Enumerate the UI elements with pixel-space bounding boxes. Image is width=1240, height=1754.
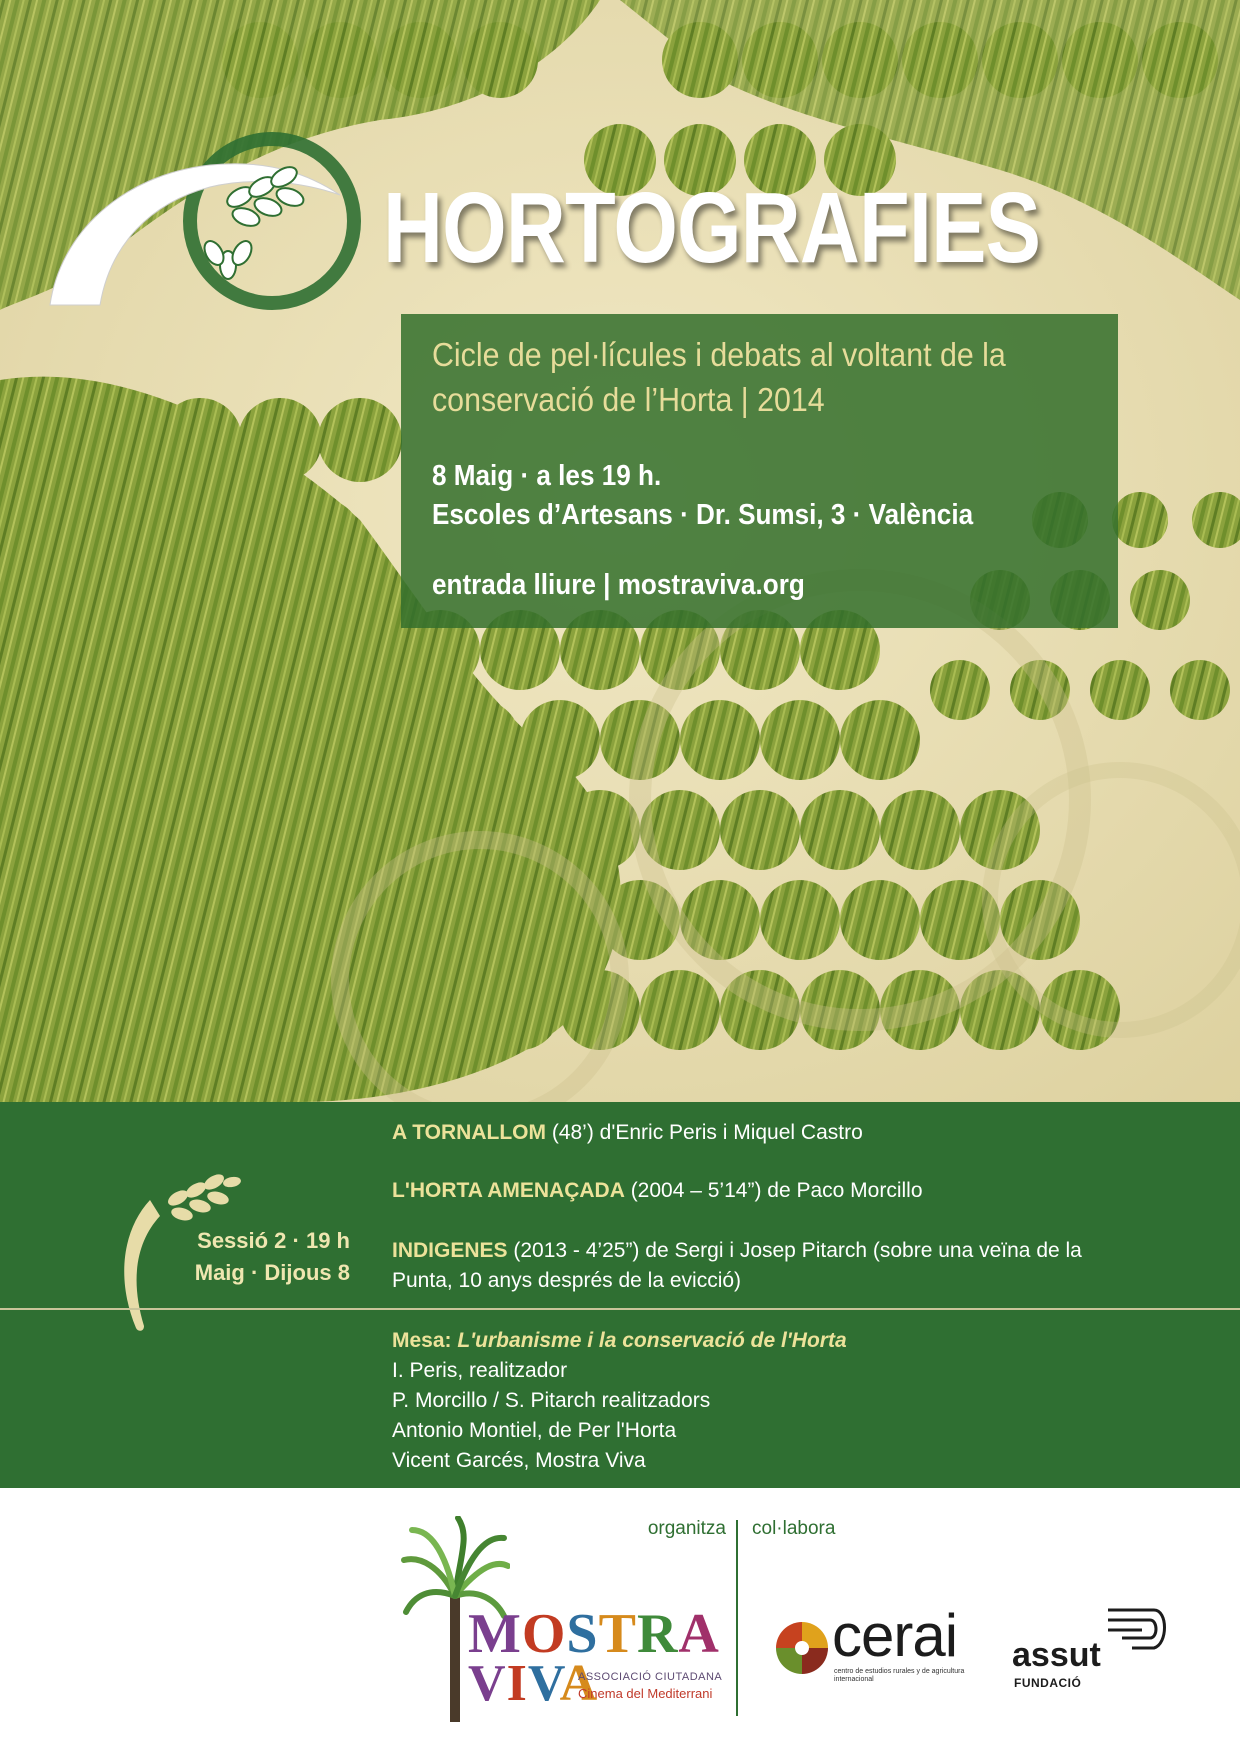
grass-dot — [120, 700, 200, 780]
assut-logo-subtitle: FUNDACIÓ — [1014, 1676, 1082, 1690]
mostra-viva-logo-word2 — [468, 1655, 599, 1712]
grass-dot — [742, 22, 818, 98]
round-table-topic: L'urbanisme i la conservació de l'Horta — [457, 1329, 847, 1352]
logo-letter: S — [566, 1603, 599, 1665]
grass-dot — [680, 700, 760, 780]
poster-title: HORTOGRAFIES — [383, 172, 1041, 284]
logo-letter: R — [636, 1603, 679, 1665]
footer-divider — [736, 1520, 738, 1716]
grass-dot — [302, 22, 378, 98]
mostra-viva-tagline-1: ASSOCIACIÓ CIUTADANA — [578, 1671, 723, 1683]
grass-dot — [480, 970, 560, 1050]
film-details: (2013 - 4’25”) de Sergi i Josep Pitarch (sobre una veïna de la Punta, 10 anys després de la evicció) — [392, 1239, 1082, 1292]
grass-dot — [0, 610, 80, 690]
grass-dot — [240, 970, 320, 1050]
event-venue: Escoles d’Artesans · Dr. Sumsi, 3 · València — [432, 499, 974, 531]
assut-logo-text: assut — [1012, 1636, 1101, 1674]
grass-dot — [80, 610, 160, 690]
grass-dot — [1112, 492, 1168, 548]
film-item — [392, 1176, 1132, 1206]
round-table — [392, 1326, 847, 1476]
grass-dot — [0, 790, 80, 870]
logo-letter: O — [521, 1603, 567, 1665]
grass-dot — [160, 970, 240, 1050]
event-date: 8 Maig · a les 19 h. — [432, 460, 662, 492]
grass-dot — [240, 610, 320, 690]
assut-logo-icon — [1102, 1604, 1172, 1664]
grass-dot — [240, 790, 320, 870]
grass-dot — [800, 790, 880, 870]
logo-letter: T — [598, 1603, 637, 1665]
mostra-viva-logo-word1 — [468, 1603, 720, 1665]
grass-dot — [80, 790, 160, 870]
cerai-logo-tagline: centro de estudios rurales y de agricultura internacional — [834, 1668, 965, 1683]
session-time: Sessió 2 · 19 h — [197, 1228, 350, 1253]
panelist: Vicent Garcés, Mostra Viva — [392, 1449, 646, 1472]
grass-dot — [198, 498, 282, 582]
grass-dot — [280, 700, 360, 780]
panelist: Antonio Montiel, de Per l'Horta — [392, 1419, 677, 1442]
grass-dot — [80, 970, 160, 1050]
grass-dot — [0, 970, 80, 1050]
grass-dot — [320, 610, 400, 690]
logo-letter: A — [678, 1603, 720, 1665]
grass-dot — [1130, 570, 1190, 630]
grass-dot — [400, 970, 480, 1050]
grass-dot — [560, 790, 640, 870]
grass-dot — [440, 700, 520, 780]
grass-dot — [318, 398, 402, 482]
film-item — [392, 1118, 1132, 1148]
hortografies-logo-icon — [40, 125, 380, 325]
grass-dot — [520, 700, 600, 780]
grass-dot — [160, 790, 240, 870]
film-title: INDIGENES — [392, 1239, 508, 1262]
organizer-label: organitza — [647, 1518, 726, 1539]
session-band — [0, 1102, 1240, 1488]
round-table-label: Mesa: — [392, 1329, 458, 1352]
grass-dot — [40, 700, 120, 780]
grass-dot — [278, 498, 362, 582]
collaborator-label: col·labora — [752, 1518, 836, 1539]
grass-dot — [118, 498, 202, 582]
grass-dot — [0, 398, 82, 482]
grass-dot — [78, 398, 162, 482]
sponsors-footer — [0, 1488, 1240, 1754]
logo-letter: A — [559, 1655, 599, 1712]
grass-dot — [38, 498, 122, 582]
film-title: L'HORTA AMENAÇADA — [392, 1179, 625, 1202]
film-details: (48’) d'Enric Peris i Miquel Castro — [545, 1121, 863, 1144]
grass-dot — [982, 22, 1058, 98]
session-label — [150, 1225, 350, 1289]
grass-dot — [662, 22, 738, 98]
panelist: P. Morcillo / S. Pitarch realitzadors — [392, 1389, 711, 1412]
grass-dot — [222, 22, 298, 98]
film-details: (2004 – 5’14”) de Paco Morcillo — [624, 1179, 923, 1202]
grass-dot — [120, 880, 200, 960]
grass-dot — [760, 880, 840, 960]
film-item — [392, 1236, 1132, 1296]
event-info-box — [401, 314, 1118, 628]
cerai-logo-text: cerai — [832, 1602, 958, 1669]
panelist: I. Peris, realitzador — [392, 1359, 568, 1382]
grass-dot — [640, 970, 720, 1050]
grass-dot — [200, 880, 280, 960]
logo-letter: V — [527, 1655, 560, 1712]
grass-dot — [320, 790, 400, 870]
logo-letter: V — [468, 1655, 507, 1712]
film-title: A TORNALLOM — [392, 1121, 546, 1144]
grass-dot — [840, 880, 920, 960]
grass-dot — [440, 880, 520, 960]
round-table-title — [392, 1326, 847, 1356]
grass-dot — [238, 398, 322, 482]
grass-dot — [200, 700, 280, 780]
mostra-viva-tagline-2: Cinema del Mediterrani — [578, 1686, 713, 1701]
grass-dot — [822, 22, 898, 98]
band-divider — [0, 1308, 1240, 1310]
grass-dot — [158, 398, 242, 482]
cycle-subtitle: Cicle de pel·lícules i debats al voltant de la conservació de l’Horta | 2014 — [432, 336, 1006, 418]
grass-dot — [160, 610, 240, 690]
cerai-logo-icon — [774, 1620, 830, 1676]
grass-dot — [1170, 660, 1230, 720]
session-date: Maig · Dijous 8 — [194, 1260, 350, 1285]
grass-dot — [462, 22, 538, 98]
grass-dot — [840, 700, 920, 780]
grass-dot — [1062, 22, 1138, 98]
grass-dot — [40, 880, 120, 960]
logo-letter: I — [506, 1655, 528, 1712]
logo-letter: M — [468, 1603, 522, 1665]
grass-dot — [382, 22, 458, 98]
grass-dot — [760, 700, 840, 780]
grass-dot — [1142, 22, 1218, 98]
grass-dot — [902, 22, 978, 98]
event-entry-and-website: entrada lliure | mostraviva.org — [432, 569, 805, 601]
grass-dot — [1090, 660, 1150, 720]
grass-dot — [720, 790, 800, 870]
grass-dot — [930, 660, 990, 720]
grass-dot — [360, 700, 440, 780]
grass-dot — [880, 790, 960, 870]
